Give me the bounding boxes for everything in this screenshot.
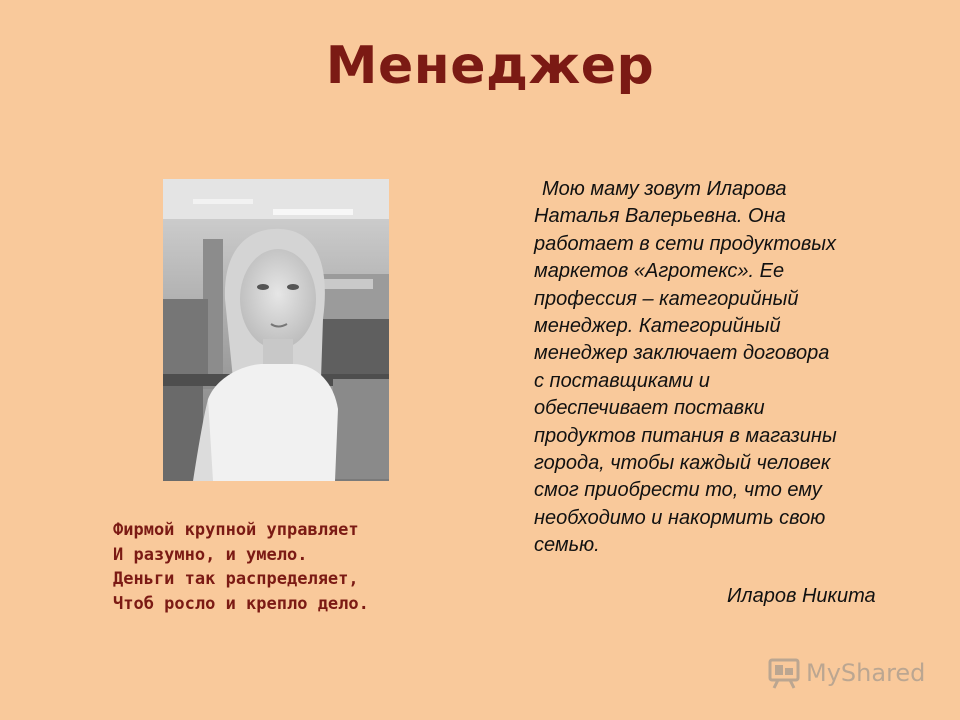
description-line: профессия – категорийный [534, 287, 799, 310]
description-text [534, 176, 914, 560]
description-line: обеспечивает поставки [534, 397, 765, 420]
description-line: Мою маму зовут Иларова [542, 178, 787, 200]
poem-line: Фирмой крупной управляет [113, 520, 359, 540]
description-line: маркетов «Агротекс». Ее [534, 260, 785, 283]
description-line: менеджер заключает договора [534, 342, 830, 365]
watermark-text: MyShared [806, 659, 926, 687]
poem-line: Чтоб росло и крепло дело. [113, 593, 369, 614]
description-line: продуктов питания в магазины [534, 424, 837, 447]
description-line: города, чтобы каждый человек [534, 452, 831, 475]
watermark [766, 656, 925, 690]
description-line: с поставщиками и [534, 369, 710, 392]
description-line: необходимо и накормить свою [534, 506, 826, 529]
portrait-photo-image [163, 179, 389, 481]
description-line: Наталья Валерьевна. Она [534, 205, 786, 228]
poem-line: И разумно, и умело. [113, 544, 308, 565]
poem-line: Деньги так распределяет, [113, 569, 359, 589]
portrait-photo [163, 179, 389, 481]
poem [113, 518, 369, 616]
author-signature: Иларов Никита [727, 585, 876, 607]
description-line: работает в сети продуктовых [534, 232, 836, 255]
description-line: смог приобрести то, что ему [534, 479, 822, 502]
description-line: семью. [534, 534, 600, 557]
description-line: менеджер. Категорийный [534, 315, 781, 338]
slide-title: Менеджер [325, 36, 655, 96]
presentation-icon [766, 656, 802, 690]
